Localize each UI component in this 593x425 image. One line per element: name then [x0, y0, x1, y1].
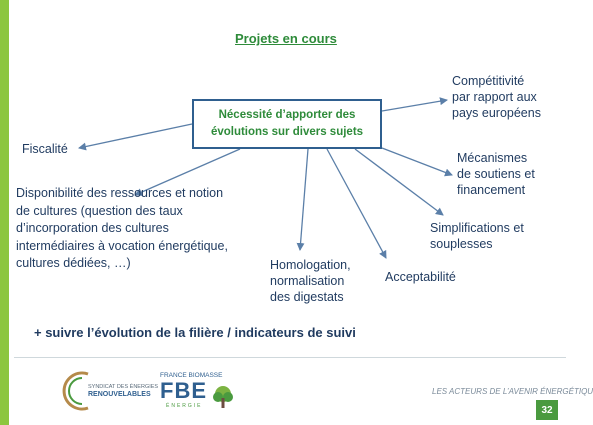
topic-line: des digestats	[270, 290, 344, 304]
topic-line: souplesses	[430, 237, 493, 251]
footer-divider	[14, 357, 566, 358]
topic-acceptabilite	[385, 269, 456, 285]
fbe-logo-wordmark: FBE	[160, 378, 207, 403]
slide-title: Projets en cours	[235, 31, 337, 46]
topic-line: Homologation,	[270, 258, 351, 272]
topic-line: de cultures (question des taux	[16, 203, 183, 218]
footer-note: + suivre l’évolution de la filière / indicateurs de suivi	[34, 325, 356, 340]
topic-line: Mécanismes	[457, 151, 528, 165]
topic-line: Acceptabilité	[385, 270, 456, 284]
topic-line: Simplifications et	[430, 221, 524, 235]
central-topic-line-1: Nécessité d’apporter des	[218, 109, 356, 121]
topic-line: cultures dédiées, …)	[16, 256, 131, 270]
topic-line: pays européens	[452, 106, 541, 120]
topic-line: financement	[457, 183, 526, 197]
arrow-mecanismes	[382, 148, 452, 175]
ser-logo-line-1: SYNDICAT DES ÉNERGIES	[88, 384, 159, 390]
topic-line: par rapport aux	[452, 90, 537, 104]
topic-simplifications	[430, 220, 524, 252]
topic-line: Disponibilité des ressources et notion	[16, 186, 224, 200]
topic-line: Fiscalité	[22, 142, 68, 156]
arrow-simplifications	[355, 149, 443, 215]
topic-line: intermédiaires à vocation énergétique,	[16, 238, 228, 253]
topic-line: Compétitivité	[452, 74, 525, 88]
arrow-competitivite	[382, 100, 447, 111]
topic-mecanismes	[457, 150, 535, 198]
fbe-logo-sub-text: ÉNERGIE	[166, 403, 203, 409]
topic-line: de soutiens et	[457, 167, 535, 181]
arrow-homologation	[300, 149, 308, 250]
topic-homologation	[270, 257, 351, 305]
page-number-badge: 32	[536, 400, 558, 420]
ser-logo-text	[88, 384, 158, 398]
topic-fiscalite	[22, 141, 68, 157]
central-topic-line-2: évolutions sur divers sujets	[210, 126, 364, 138]
ser-logo-line-2: RENOUVELABLES	[88, 391, 151, 398]
topic-competitivite	[452, 73, 541, 121]
topic-line: normalisation	[270, 274, 345, 288]
footer-tagline: LES ACTEURS DE L’AVENIR ÉNERGÉTIQU	[432, 387, 593, 396]
arrow-fiscalite	[79, 124, 192, 148]
tree-icon	[210, 384, 236, 410]
topic-disponibilite	[16, 185, 228, 273]
topic-line: d’incorporation des cultures	[16, 221, 169, 235]
central-topic-box	[192, 99, 382, 149]
fbe-logo-top-text: FRANCE BIOMASSE	[160, 372, 223, 379]
